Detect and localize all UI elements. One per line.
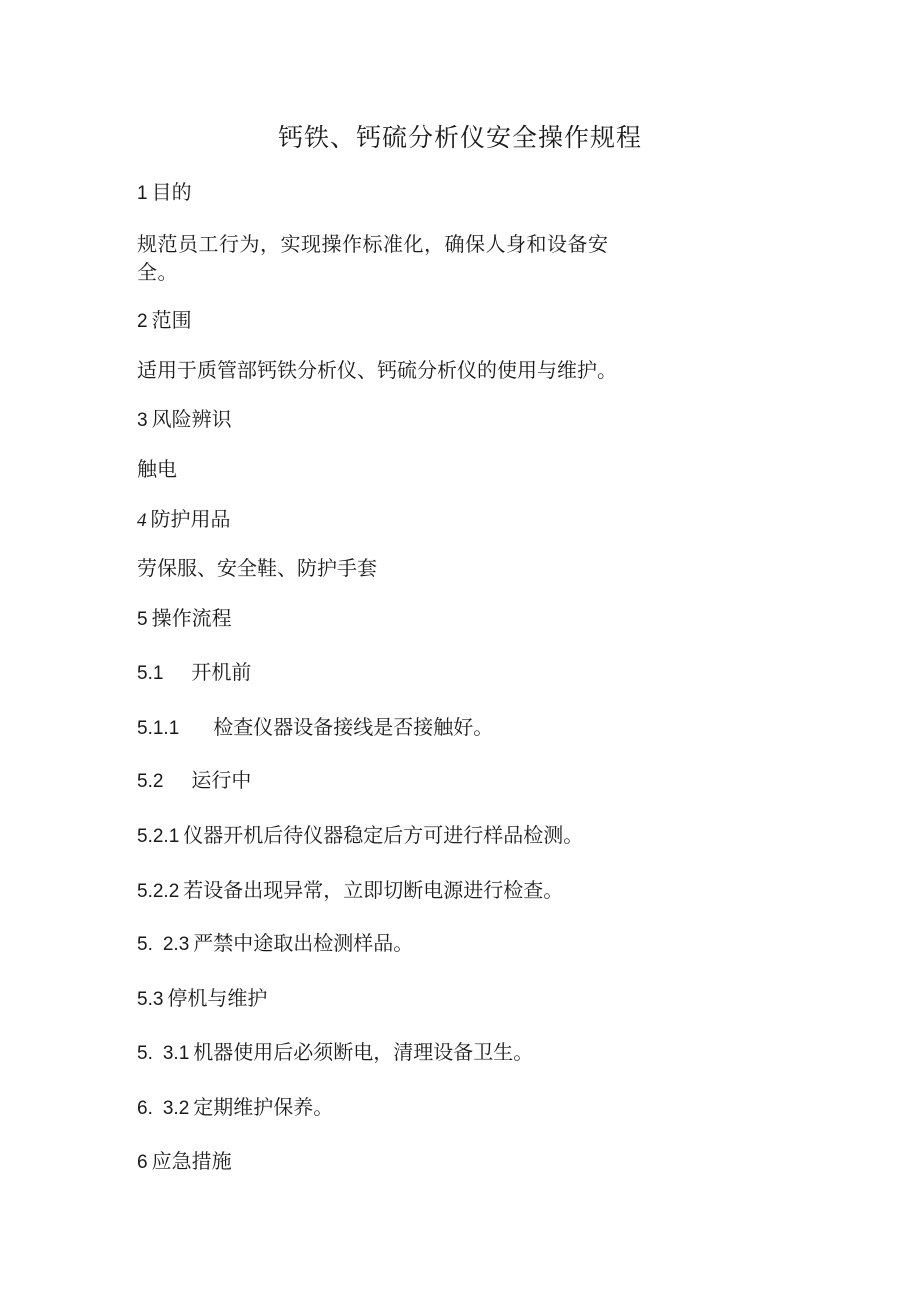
section-heading-text: 防护用品 (150, 507, 231, 531)
document-title: 钙铁、钙硫分析仪安全操作规程 (277, 123, 642, 152)
item-number: 5.1.1 (137, 718, 180, 739)
section-heading-text: 操作流程 (151, 606, 232, 630)
section-heading-5 (137, 604, 232, 634)
item-number-suffix: 2.3 (162, 934, 190, 955)
subsection-number: 5.3 (137, 989, 164, 1010)
section-body-4: 劳保服、安全鞋、防护手套 (137, 556, 377, 580)
item-5-2-2 (137, 876, 563, 906)
item-text: 严禁中途取出检测样品。 (193, 931, 414, 955)
item-number-suffix: 3.2 (162, 1098, 190, 1119)
item-5-2-1 (137, 821, 583, 851)
section-heading-1 (137, 178, 192, 208)
subsection-heading-5-2 (137, 766, 251, 796)
item-text: 机器使用后必须断电，清理设备卫生。 (193, 1040, 534, 1064)
subsection-heading-5-1 (137, 658, 251, 688)
subsection-heading-text: 停机与维护 (167, 986, 268, 1010)
section-heading-text: 目的 (151, 180, 192, 204)
item-number-prefix: 6. (137, 1098, 153, 1119)
section-heading-text: 风险辨识 (151, 407, 232, 431)
subsection-heading-5-3 (137, 984, 267, 1014)
subsection-heading-text: 运行中 (191, 768, 252, 792)
section-number: 2 (137, 311, 148, 332)
item-5-3-2 (137, 1093, 333, 1123)
section-number: 5 (137, 609, 148, 630)
section-body-3: 触电 (137, 457, 177, 481)
item-text: 检查仪器设备接线是否接触好。 (213, 715, 494, 739)
section-heading-text: 范围 (151, 308, 192, 332)
item-5-1-1 (137, 713, 493, 743)
section-number: 1 (137, 183, 148, 204)
item-number-prefix: 5. (137, 934, 153, 955)
section-heading-6 (137, 1147, 232, 1177)
section-heading-4 (137, 505, 231, 535)
section-number: 6 (137, 1152, 148, 1173)
item-5-3-1 (137, 1038, 533, 1068)
item-number-prefix: 5. (137, 1043, 153, 1064)
item-5-2-3 (137, 929, 413, 959)
section-heading-text: 应急措施 (151, 1149, 232, 1173)
section-number: 4 (137, 510, 147, 531)
item-text: 定期维护保养。 (193, 1095, 334, 1119)
subsection-number: 5.1 (137, 663, 164, 684)
section-body-1: 规范员工行为，实现操作标准化，确保人身和设备安全。 (137, 232, 609, 284)
item-number-suffix: 3.1 (162, 1043, 190, 1064)
item-text: 仪器开机后待仪器稳定后方可进行样品检测。 (183, 823, 584, 847)
section-heading-3 (137, 405, 232, 435)
item-number: 5.2.2 (137, 881, 180, 902)
section-body-2: 适用于质管部钙铁分析仪、钙硫分析仪的使用与维护。 (137, 358, 617, 382)
subsection-heading-text: 开机前 (191, 660, 252, 684)
section-heading-2 (137, 306, 192, 336)
item-number: 5.2.1 (137, 826, 180, 847)
item-text: 若设备出现异常，立即切断电源进行检查。 (183, 878, 564, 902)
subsection-number: 5.2 (137, 771, 164, 792)
section-number: 3 (137, 410, 148, 431)
